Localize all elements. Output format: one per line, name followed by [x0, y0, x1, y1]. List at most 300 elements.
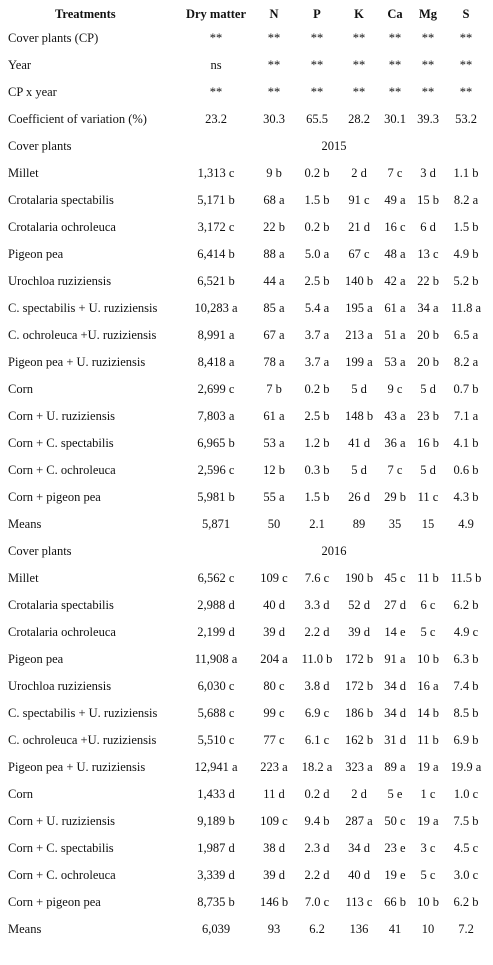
- p-cell: 2.5 b: [304, 409, 330, 423]
- table-row: [0, 646, 493, 673]
- header-s: S: [462, 7, 470, 21]
- ca-cell: 34 d: [384, 679, 406, 693]
- p-cell: 1.5 b: [304, 193, 330, 207]
- mg-cell: 16 a: [417, 679, 439, 693]
- n-cell: 80 c: [263, 679, 285, 693]
- dry-matter-cell: 1,313 c: [197, 166, 235, 180]
- k-cell: 28.2: [348, 112, 370, 126]
- treatment-cell: C. ochroleuca +U. ruziziensis: [8, 733, 157, 747]
- dry-matter-cell: 10,283 a: [194, 301, 238, 315]
- treatment-cell: Corn + C. spectabilis: [8, 841, 114, 855]
- n-cell: 61 a: [263, 409, 285, 423]
- p-cell: **: [310, 58, 324, 72]
- p-cell: 0.2 b: [304, 382, 330, 396]
- k-cell: 34 d: [348, 841, 370, 855]
- treatment-cell: Urochloa ruziziensis: [8, 274, 112, 288]
- s-cell: 6.2 b: [453, 895, 479, 909]
- mg-cell: 13 c: [417, 247, 439, 261]
- p-cell: 3.7 a: [304, 355, 330, 369]
- dry-matter-cell: 5,510 c: [197, 733, 235, 747]
- p-cell: 0.3 b: [304, 463, 330, 477]
- k-cell: 91 c: [348, 193, 370, 207]
- n-cell: 11 d: [263, 787, 285, 801]
- s-cell: 4.9: [458, 517, 474, 531]
- treatment-cell: C. spectabilis + U. ruziziensis: [8, 301, 158, 315]
- treatment-cell: Corn + U. ruziziensis: [8, 814, 116, 828]
- table-row: [0, 241, 493, 268]
- n-cell: 55 a: [263, 490, 285, 504]
- k-cell: 26 d: [348, 490, 370, 504]
- table-row: [0, 295, 493, 322]
- table-row: [0, 160, 493, 187]
- mg-cell: 10 b: [417, 895, 439, 909]
- ca-cell: 7 c: [387, 463, 403, 477]
- mg-cell: 39.3: [417, 112, 439, 126]
- treatment-cell: Pigeon pea: [8, 652, 64, 666]
- p-cell: 18.2 a: [301, 760, 333, 774]
- header-k: K: [354, 7, 364, 21]
- s-cell: 4.5 c: [453, 841, 479, 855]
- k-cell: 287 a: [345, 814, 373, 828]
- n-cell: 204 a: [260, 652, 288, 666]
- treatment-cell: Corn + C. spectabilis: [8, 436, 114, 450]
- header-ca: Ca: [387, 7, 403, 21]
- dry-matter-cell: 6,030 c: [197, 679, 235, 693]
- n-cell: **: [267, 85, 281, 99]
- table-row: [0, 808, 493, 835]
- n-cell: 22 b: [263, 220, 285, 234]
- table-row: [0, 376, 493, 403]
- s-cell: 6.9 b: [453, 733, 479, 747]
- ca-cell: 29 b: [384, 490, 406, 504]
- s-cell: **: [459, 58, 473, 72]
- treatment-cell: Crotalaria spectabilis: [8, 193, 114, 207]
- k-cell: 2 d: [351, 166, 367, 180]
- p-cell: 7.0 c: [304, 895, 330, 909]
- table-row: [0, 484, 493, 511]
- rows-2015: [0, 160, 493, 538]
- s-cell: 4.9 b: [453, 247, 479, 261]
- dry-matter-cell: 2,699 c: [197, 382, 235, 396]
- dry-matter-cell: 5,688 c: [197, 706, 235, 720]
- n-cell: 93: [267, 922, 281, 936]
- k-cell: 136: [349, 922, 369, 936]
- p-cell: 2.3 d: [304, 841, 330, 855]
- dry-matter-cell: **: [209, 31, 223, 45]
- p-cell: 3.7 a: [304, 328, 330, 342]
- mg-cell: 16 b: [417, 436, 439, 450]
- p-cell: 0.2 d: [304, 787, 330, 801]
- treatment-cell: Means: [8, 517, 42, 531]
- section-label: Cover plants: [8, 139, 72, 153]
- treatment-cell: Cover plants (CP): [8, 31, 99, 45]
- dry-matter-cell: 8,735 b: [197, 895, 235, 909]
- table-row: [0, 754, 493, 781]
- s-cell: 6.3 b: [453, 652, 479, 666]
- dry-matter-cell: 9,189 b: [197, 814, 235, 828]
- k-cell: 140 b: [344, 274, 374, 288]
- s-cell: **: [459, 31, 473, 45]
- k-cell: 148 b: [344, 409, 374, 423]
- dry-matter-cell: 1,987 d: [197, 841, 235, 855]
- treatment-cell: Corn: [8, 382, 33, 396]
- p-cell: 0.2 b: [304, 220, 330, 234]
- dry-matter-cell: 2,988 d: [197, 598, 235, 612]
- mg-cell: 10: [421, 922, 435, 936]
- dry-matter-cell: 1,433 d: [197, 787, 235, 801]
- table-row: [0, 781, 493, 808]
- ca-cell: 42 a: [384, 274, 406, 288]
- k-cell: 2 d: [351, 787, 367, 801]
- ca-cell: 30.1: [384, 112, 406, 126]
- k-cell: 213 a: [345, 328, 373, 342]
- table-row: [0, 79, 493, 106]
- anova-rows: [0, 25, 493, 133]
- header-dry-matter: Dry matter: [185, 7, 247, 21]
- mg-cell: 3 c: [420, 841, 436, 855]
- mg-cell: 15: [421, 517, 435, 531]
- p-cell: 9.4 b: [304, 814, 330, 828]
- dry-matter-cell: 6,414 b: [197, 247, 235, 261]
- ca-cell: 5 e: [387, 787, 403, 801]
- treatment-cell: Coefficient of variation (%): [8, 112, 147, 126]
- n-cell: 146 b: [259, 895, 289, 909]
- table-row: [0, 187, 493, 214]
- table-row: [0, 214, 493, 241]
- treatment-cell: C. spectabilis + U. ruziziensis: [8, 706, 158, 720]
- k-cell: 5 d: [351, 463, 367, 477]
- mg-cell: 11 b: [417, 733, 439, 747]
- n-cell: 12 b: [263, 463, 285, 477]
- table-row: [0, 727, 493, 754]
- mg-cell: **: [421, 31, 435, 45]
- n-cell: 223 a: [260, 760, 288, 774]
- k-cell: 172 b: [344, 679, 374, 693]
- k-cell: 172 b: [344, 652, 374, 666]
- ca-cell: 49 a: [384, 193, 406, 207]
- treatment-cell: CP x year: [8, 85, 57, 99]
- ca-cell: 43 a: [384, 409, 406, 423]
- header-n: N: [269, 7, 279, 21]
- table-row: [0, 25, 493, 52]
- k-cell: 323 a: [345, 760, 373, 774]
- s-cell: 7.4 b: [453, 679, 479, 693]
- table-row: [0, 403, 493, 430]
- p-cell: 6.1 c: [304, 733, 330, 747]
- p-cell: 3.8 d: [304, 679, 330, 693]
- treatment-cell: Corn + C. ochroleuca: [8, 463, 116, 477]
- table-row: [0, 673, 493, 700]
- n-cell: 7 b: [266, 382, 282, 396]
- treatment-cell: Corn + pigeon pea: [8, 895, 101, 909]
- s-cell: 53.2: [455, 112, 477, 126]
- mg-cell: 5 c: [420, 868, 436, 882]
- dry-matter-cell: 2,199 d: [197, 625, 235, 639]
- treatment-cell: Crotalaria spectabilis: [8, 598, 114, 612]
- mg-cell: 3 d: [420, 166, 436, 180]
- table-row: [0, 457, 493, 484]
- p-cell: 3.3 d: [304, 598, 330, 612]
- dry-matter-cell: 6,521 b: [197, 274, 235, 288]
- table-row: [0, 862, 493, 889]
- k-cell: 89: [352, 517, 366, 531]
- ca-cell: 45 c: [384, 571, 406, 585]
- table-row: [0, 700, 493, 727]
- dry-matter-cell: 8,418 a: [197, 355, 235, 369]
- k-cell: 39 d: [348, 625, 370, 639]
- section-year: 2015: [321, 139, 347, 153]
- ca-cell: **: [388, 85, 402, 99]
- table-row: [0, 619, 493, 646]
- treatment-cell: Millet: [8, 166, 39, 180]
- n-cell: 85 a: [263, 301, 285, 315]
- table-row: [0, 835, 493, 862]
- p-cell: 2.2 d: [304, 625, 330, 639]
- n-cell: 39 d: [263, 868, 285, 882]
- table-row: [0, 106, 493, 133]
- dry-matter-cell: 6,039: [201, 922, 231, 936]
- n-cell: 78 a: [263, 355, 285, 369]
- s-cell: 7.5 b: [453, 814, 479, 828]
- treatment-cell: Year: [8, 58, 32, 72]
- k-cell: **: [352, 31, 366, 45]
- s-cell: 0.6 b: [453, 463, 479, 477]
- n-cell: 53 a: [263, 436, 285, 450]
- dry-matter-cell: 8,991 a: [197, 328, 235, 342]
- ca-cell: 31 d: [384, 733, 406, 747]
- treatment-cell: Crotalaria ochroleuca: [8, 220, 116, 234]
- dry-matter-cell: 3,339 d: [197, 868, 235, 882]
- s-cell: 7.2: [458, 922, 474, 936]
- s-cell: 8.5 b: [453, 706, 479, 720]
- dry-matter-cell: 5,871: [201, 517, 231, 531]
- ca-cell: 36 a: [384, 436, 406, 450]
- k-cell: 41 d: [348, 436, 370, 450]
- n-cell: 68 a: [263, 193, 285, 207]
- s-cell: 19.9 a: [450, 760, 482, 774]
- treatment-cell: Means: [8, 922, 42, 936]
- p-cell: **: [310, 85, 324, 99]
- dry-matter-cell: 23.2: [205, 112, 227, 126]
- dry-matter-cell: 6,965 b: [197, 436, 235, 450]
- s-cell: **: [459, 85, 473, 99]
- n-cell: 9 b: [266, 166, 282, 180]
- p-cell: 1.2 b: [304, 436, 330, 450]
- mg-cell: 20 b: [417, 355, 439, 369]
- s-cell: 4.9 c: [453, 625, 479, 639]
- table-row: [0, 349, 493, 376]
- n-cell: 44 a: [263, 274, 285, 288]
- table-row: [0, 592, 493, 619]
- mg-cell: 14 b: [417, 706, 439, 720]
- s-cell: 5.2 b: [453, 274, 479, 288]
- k-cell: 162 b: [344, 733, 374, 747]
- dry-matter-cell: 6,562 c: [197, 571, 235, 585]
- n-cell: 38 d: [263, 841, 285, 855]
- k-cell: 21 d: [348, 220, 370, 234]
- dry-matter-cell: **: [209, 85, 223, 99]
- ca-cell: 66 b: [384, 895, 406, 909]
- p-cell: 2.2 d: [304, 868, 330, 882]
- p-cell: 65.5: [306, 112, 328, 126]
- n-cell: 40 d: [263, 598, 285, 612]
- table-row: [0, 511, 493, 538]
- ca-cell: 7 c: [387, 166, 403, 180]
- ca-cell: 50 c: [384, 814, 406, 828]
- k-cell: 67 c: [348, 247, 370, 261]
- nutrient-table: [0, 3, 493, 943]
- mg-cell: 11 b: [417, 571, 439, 585]
- treatment-cell: Corn + pigeon pea: [8, 490, 101, 504]
- table-row: [0, 52, 493, 79]
- ca-cell: 53 a: [384, 355, 406, 369]
- s-cell: 11.8 a: [450, 301, 482, 315]
- dry-matter-cell: 7,803 a: [197, 409, 235, 423]
- k-cell: 195 a: [345, 301, 373, 315]
- k-cell: **: [352, 85, 366, 99]
- mg-cell: 6 d: [420, 220, 436, 234]
- mg-cell: 20 b: [417, 328, 439, 342]
- s-cell: 8.2 a: [453, 193, 479, 207]
- s-cell: 0.7 b: [453, 382, 479, 396]
- ca-cell: 19 e: [384, 868, 406, 882]
- treatment-cell: Millet: [8, 571, 39, 585]
- dry-matter-cell: 5,171 b: [197, 193, 235, 207]
- section-row-2016: [0, 538, 493, 565]
- k-cell: 199 a: [345, 355, 373, 369]
- k-cell: **: [352, 58, 366, 72]
- n-cell: 67 a: [263, 328, 285, 342]
- p-cell: 6.9 c: [304, 706, 330, 720]
- n-cell: 109 c: [260, 814, 288, 828]
- mg-cell: 19 a: [417, 760, 439, 774]
- s-cell: 1.5 b: [453, 220, 479, 234]
- n-cell: 109 c: [260, 571, 288, 585]
- section-year: 2016: [321, 544, 347, 558]
- ca-cell: 16 c: [384, 220, 406, 234]
- ca-cell: 27 d: [384, 598, 406, 612]
- mg-cell: 34 a: [417, 301, 439, 315]
- s-cell: 11.5 b: [450, 571, 482, 585]
- s-cell: 4.1 b: [453, 436, 479, 450]
- mg-cell: 23 b: [417, 409, 439, 423]
- s-cell: 7.1 a: [453, 409, 479, 423]
- p-cell: 0.2 b: [304, 166, 330, 180]
- treatment-cell: Corn: [8, 787, 33, 801]
- table-row: [0, 322, 493, 349]
- p-cell: 5.4 a: [304, 301, 330, 315]
- ca-cell: 14 e: [384, 625, 406, 639]
- dry-matter-cell: 3,172 c: [197, 220, 235, 234]
- p-cell: **: [310, 31, 324, 45]
- mg-cell: 10 b: [417, 652, 439, 666]
- n-cell: 88 a: [263, 247, 285, 261]
- mg-cell: **: [421, 85, 435, 99]
- k-cell: 40 d: [348, 868, 370, 882]
- treatment-cell: Pigeon pea: [8, 247, 64, 261]
- ca-cell: 34 d: [384, 706, 406, 720]
- mg-cell: 5 d: [420, 382, 436, 396]
- ca-cell: 23 e: [384, 841, 406, 855]
- mg-cell: 11 c: [417, 490, 439, 504]
- table-row: [0, 565, 493, 592]
- mg-cell: 15 b: [417, 193, 439, 207]
- mg-cell: 5 c: [420, 625, 436, 639]
- table-row: [0, 268, 493, 295]
- s-cell: 3.0 c: [453, 868, 479, 882]
- n-cell: 77 c: [263, 733, 285, 747]
- dry-matter-cell: ns: [210, 58, 222, 72]
- treatment-cell: Corn + C. ochroleuca: [8, 868, 116, 882]
- mg-cell: **: [421, 58, 435, 72]
- section-label: Cover plants: [8, 544, 72, 558]
- mg-cell: 19 a: [417, 814, 439, 828]
- p-cell: 7.6 c: [304, 571, 330, 585]
- ca-cell: 9 c: [387, 382, 403, 396]
- ca-cell: 61 a: [384, 301, 406, 315]
- k-cell: 186 b: [344, 706, 374, 720]
- s-cell: 4.3 b: [453, 490, 479, 504]
- n-cell: 30.3: [263, 112, 285, 126]
- treatment-cell: Corn + U. ruziziensis: [8, 409, 116, 423]
- dry-matter-cell: 11,908 a: [194, 652, 238, 666]
- ca-cell: 51 a: [384, 328, 406, 342]
- section-row-2015: [0, 133, 493, 160]
- s-cell: 1.0 c: [453, 787, 479, 801]
- table-row: [0, 889, 493, 916]
- ca-cell: 91 a: [384, 652, 406, 666]
- p-cell: 2.5 b: [304, 274, 330, 288]
- header-p: P: [313, 7, 321, 21]
- k-cell: 52 d: [348, 598, 370, 612]
- k-cell: 5 d: [351, 382, 367, 396]
- header-treatments: Treatments: [55, 7, 116, 21]
- ca-cell: **: [388, 31, 402, 45]
- dry-matter-cell: 12,941 a: [194, 760, 238, 774]
- n-cell: 50: [267, 517, 281, 531]
- n-cell: 39 d: [263, 625, 285, 639]
- dry-matter-cell: 5,981 b: [197, 490, 235, 504]
- mg-cell: 5 d: [420, 463, 436, 477]
- n-cell: **: [267, 31, 281, 45]
- table-row: [0, 430, 493, 457]
- header-row: [0, 3, 493, 25]
- ca-cell: 41: [388, 922, 402, 936]
- table-row: [0, 916, 493, 943]
- p-cell: 5.0 a: [304, 247, 330, 261]
- s-cell: 1.1 b: [453, 166, 479, 180]
- ca-cell: 89 a: [384, 760, 406, 774]
- n-cell: **: [267, 58, 281, 72]
- mg-cell: 1 c: [420, 787, 436, 801]
- dry-matter-cell: 2,596 c: [197, 463, 235, 477]
- treatment-cell: C. ochroleuca +U. ruziziensis: [8, 328, 157, 342]
- ca-cell: 35: [388, 517, 402, 531]
- p-cell: 11.0 b: [301, 652, 333, 666]
- k-cell: 190 b: [344, 571, 374, 585]
- s-cell: 8.2 a: [453, 355, 479, 369]
- header-mg: Mg: [418, 7, 438, 21]
- n-cell: 99 c: [263, 706, 285, 720]
- ca-cell: 48 a: [384, 247, 406, 261]
- treatment-cell: Pigeon pea + U. ruziziensis: [8, 760, 146, 774]
- k-cell: 113 c: [345, 895, 373, 909]
- s-cell: 6.5 a: [453, 328, 479, 342]
- s-cell: 6.2 b: [453, 598, 479, 612]
- treatment-cell: Urochloa ruziziensis: [8, 679, 112, 693]
- rows-2016: [0, 565, 493, 943]
- p-cell: 6.2: [309, 922, 325, 936]
